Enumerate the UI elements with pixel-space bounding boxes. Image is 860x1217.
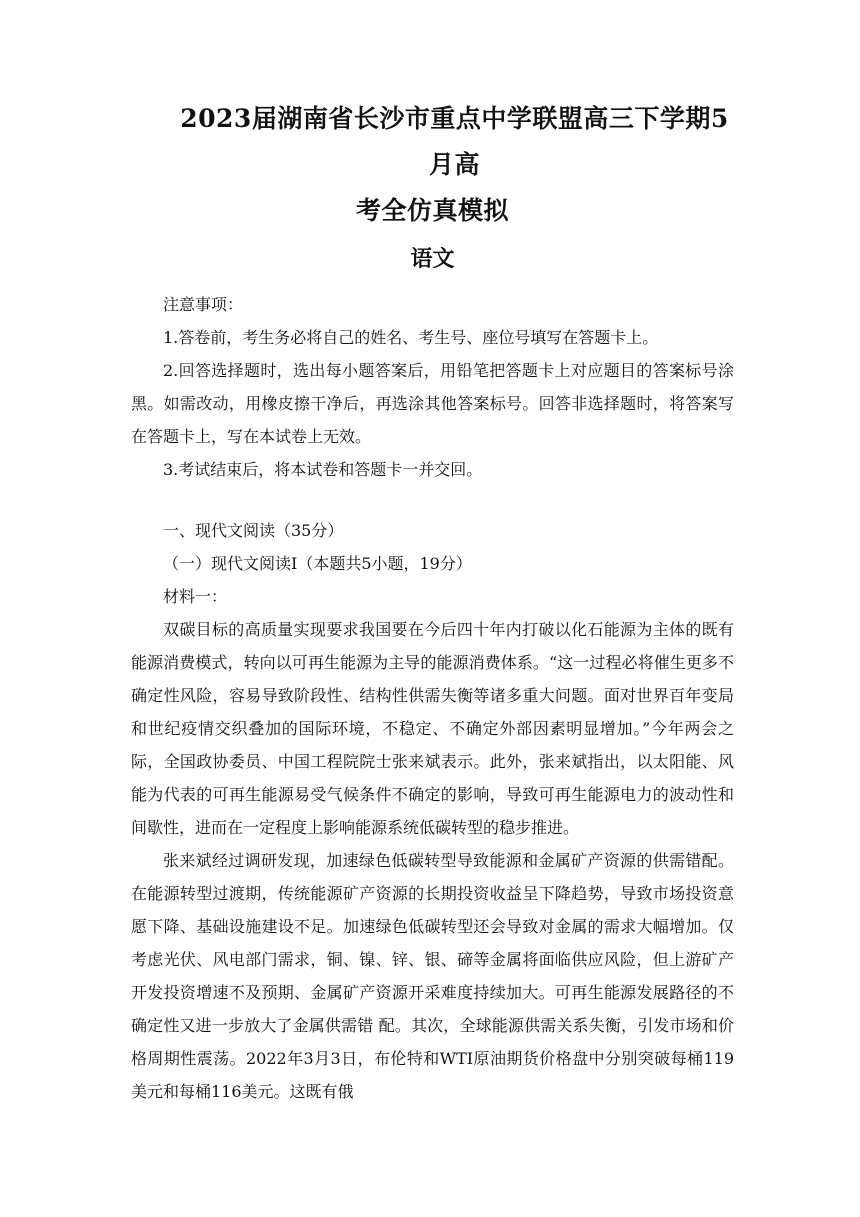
- exam-title-line1: 2023届湖南省长沙市重点中学联盟高三下学期5月高: [180, 104, 729, 179]
- notice-item-3: 3.考试结束后，将本试卷和答题卡一并交回。: [163, 460, 483, 479]
- exam-title: [131, 96, 734, 234]
- spacer: [131, 486, 734, 514]
- notice-item-1: 1.答卷前，考生务必将自己的姓名、考生号、座位号填写在答题卡上。: [163, 328, 659, 347]
- material-label: 材料一：: [163, 587, 228, 606]
- subject-heading: 语文: [410, 246, 455, 272]
- notice-heading: 注意事项：: [163, 295, 244, 314]
- section-heading: 一、现代文阅读（35分）: [163, 521, 344, 540]
- paragraph-1: 双碳目标的高质量实现要求我国要在今后四十年内打破以化石能源为主体的既有能源消费模式，转向以可再生能源为主导的能源消费体系。“这一过程必将催生更多不确定性风险，容易导致阶段性、结构性供需失衡等诸多重大问题。面对世界百年变局和世纪疫情交织叠加的国际环境，不稳定、不确定外部因素明显增加。”今年两会之际，全国政协委员、中国工程院院士张来斌表示。此外，张来斌指出，以太阳能、风能为代表的可再生能源易受气候条件不确定的影响，导致可再生能源电力的波动性和间歇性，进而在一定程度上影响能源系统低碳转型的稳步推进。: [131, 620, 734, 837]
- exam-title-line2: 考全仿真模拟: [355, 196, 509, 225]
- paragraph-2: 张来斌经过调研发现，加速绿色低碳转型导致能源和金属矿产资源的供需错配。在能源转型过渡期，传统能源矿产资源的长期投资收益呈下降趋势，导致市场投资意愿下降、基础设施建设不足。加速绿色低碳转型还会导致对金属的需求大幅增加。仅考虑光伏、风电部门需求，铜、镍、锌、银、碲等金属将面临供应风险，但上游矿产开发投资增速不及预期、金属矿产资源开采难度持续加大。可再生能源发展路径的不确定性又进一步放大了金属供需错 配。其次，全球能源供需关系失衡，引发市场和价格周期性震荡。2022年3月3日，布伦特和WTI原油期货价格盘中分别突破每桶119美元和每桶116美元。这既有俄: [131, 851, 734, 1101]
- subsection-heading: （一）现代文阅读I（本题共5小题，19分）: [163, 554, 472, 573]
- exam-page: [131, 96, 734, 1108]
- notice-item-2: 2.回答选择题时，选出每小题答案后，用铅笔把答题卡上对应题目的答案标号涂黑。如需改动，用橡皮擦干净后，再选涂其他答案标号。回答非选择题时，将答案写在答题卡上，写在本试卷上无效。: [131, 361, 734, 446]
